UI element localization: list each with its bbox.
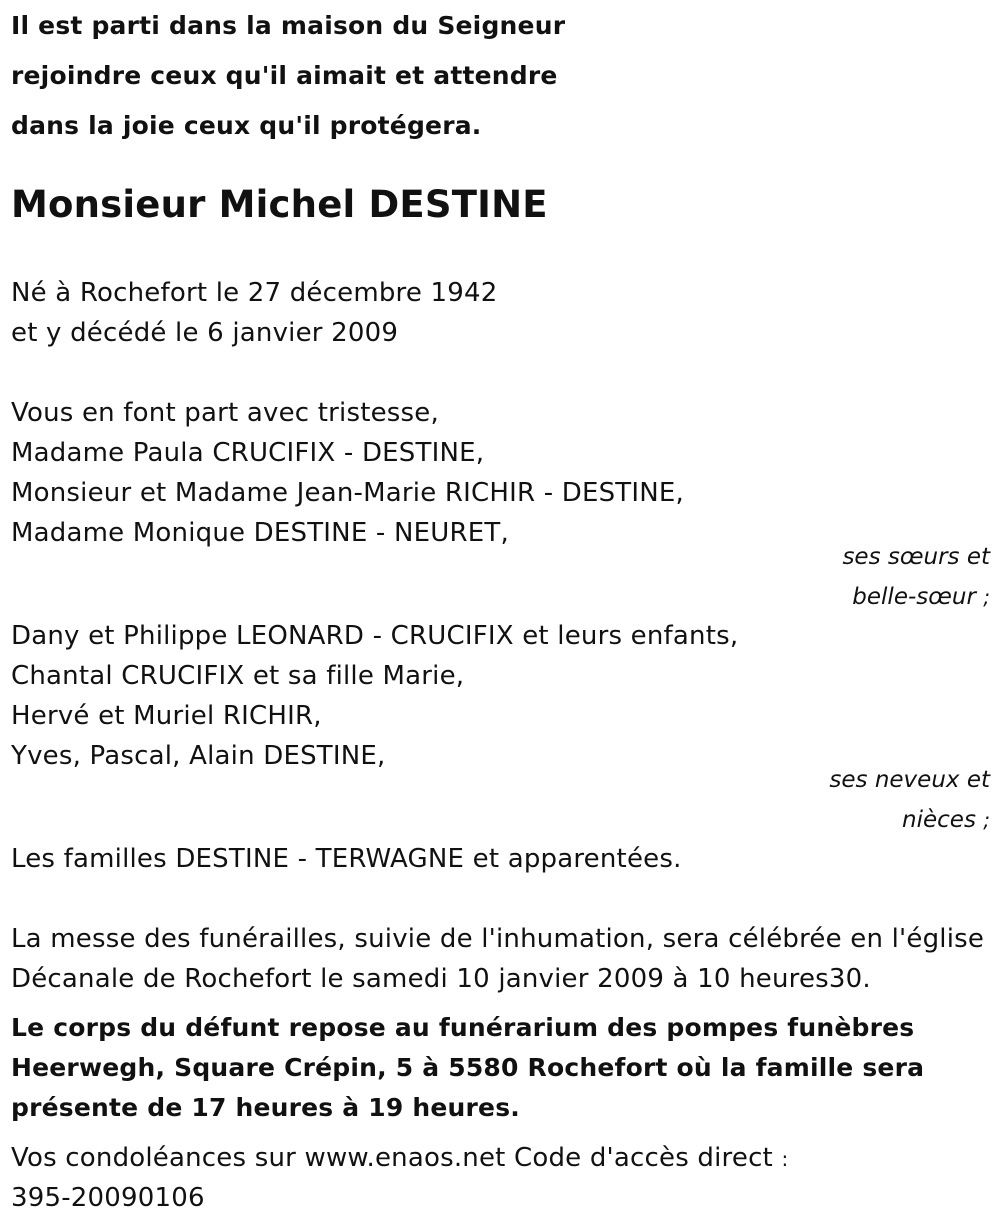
nephew-line: Yves, Pascal, Alain DESTINE, xyxy=(11,741,386,771)
sibling-line: Madame Monique DESTINE - NEURET, xyxy=(11,518,509,548)
nephew-line: Hervé et Muriel RICHIR, xyxy=(11,701,322,731)
visitation-line-1: Le corps du défunt repose au funérarium des pompes funèbres xyxy=(11,1013,915,1042)
siblings-role-line-1: ses sœurs et xyxy=(842,544,990,570)
verse-line-3: dans la joie ceux qu'il protégera. xyxy=(11,111,482,140)
funeral-line-1: La messe des funérailles, suivie de l'inhumation, sera célébrée en l'église xyxy=(11,924,985,954)
families-line: Les familles DESTINE - TERWAGNE et apparentées. xyxy=(11,844,682,874)
condolences-line xyxy=(11,1138,788,1179)
birth-line: Né à Rochefort le 27 décembre 1942 xyxy=(11,278,498,308)
death-line: et y décédé le 6 janvier 2009 xyxy=(11,318,399,348)
visitation-line-2: Heerwegh, Square Crépin, 5 à 5580 Rochefort où la famille sera xyxy=(11,1053,925,1082)
sibling-line: Madame Paula CRUCIFIX - DESTINE, xyxy=(11,438,485,468)
condolences-text: Vos condoléances sur www.enaos.net Code d'accès direct xyxy=(11,1143,773,1173)
funeral-line-2: Décanale de Rochefort le samedi 10 janvier 2009 à 10 heures30. xyxy=(11,964,871,994)
announcement-intro: Vous en font part avec tristesse, xyxy=(11,398,439,428)
nephews-role-line-2: nièces ; xyxy=(902,807,990,833)
verse-line-2: rejoindre ceux qu'il aimait et attendre xyxy=(11,61,558,90)
deceased-name: Monsieur Michel DESTINE xyxy=(11,183,548,226)
siblings-role-line-2: belle-sœur ; xyxy=(852,584,990,610)
nephews-role-line-1: ses neveux et xyxy=(829,767,990,793)
visitation-line-3: présente de 17 heures à 19 heures. xyxy=(11,1093,520,1122)
condolences-colon: : xyxy=(781,1147,789,1171)
access-code: 395-20090106 xyxy=(11,1183,205,1213)
nephew-line: Chantal CRUCIFIX et sa fille Marie, xyxy=(11,661,465,691)
sibling-line: Monsieur et Madame Jean-Marie RICHIR - DESTINE, xyxy=(11,478,684,508)
verse-line-1: Il est parti dans la maison du Seigneur xyxy=(11,11,566,40)
nephew-line: Dany et Philippe LEONARD - CRUCIFIX et leurs enfants, xyxy=(11,621,739,651)
